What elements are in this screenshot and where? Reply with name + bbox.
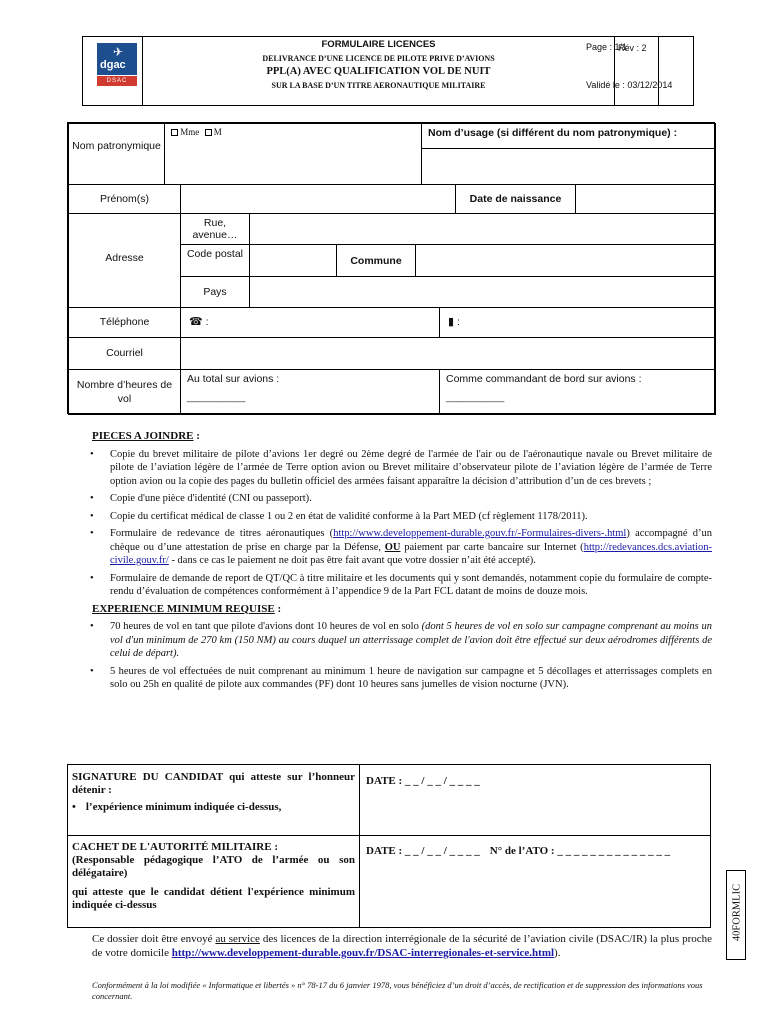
mme-checkbox[interactable] [171, 129, 178, 136]
experience-item-nuit: • 5 heures de vol effectuées de nuit comprenant au minimum 1 heure de navigation sur campagne et 5 décollages et atterrissages complets en solo ou 25h en qualité de pilote aux commandes (PF) dont 10 heures sans jumelles de vision nocturne (JVN). [88, 665, 712, 692]
tel-colon-1: : [205, 316, 209, 328]
candidat-cell [68, 765, 360, 835]
commune-label: Commune [350, 255, 402, 267]
pieces-section [92, 430, 712, 696]
logo-text: dgac [100, 59, 126, 71]
signature-block [67, 764, 711, 928]
bird-icon: ✈ [113, 45, 124, 59]
cachet-atteste: qui atteste que le candidat détient l'expérience minimum indiquée ci-dessus [72, 886, 355, 911]
tel-fixe-field[interactable] [180, 307, 440, 338]
pays-label-cell [180, 276, 250, 308]
cdb-label: Comme commandant de bord sur avions : [446, 373, 642, 385]
piece-item-medical: • Copie du certificat médical de classe 1 ou 2 en état de validité conforme à la Part MED (cf règlement 1178/2011). [88, 510, 712, 524]
redevance-text-b: ) accompagné d’un chèque ou d’une attestation de prise en charge par la Défense, [110, 528, 713, 553]
redevance-text-c: paiement par carte bancaire sur Internet ( [400, 541, 584, 553]
ato-number: N° de l’ATO : _ _ _ _ _ _ _ _ _ _ _ _ _ _ [489, 845, 671, 857]
cp-field[interactable] [249, 244, 337, 277]
redevances-link[interactable]: http://redevances.dcs.aviation-civile.gouv.fr/ [110, 541, 712, 566]
piece-item-identite: • Copie d'une pièce d'identité (CNI ou passeport). [88, 492, 712, 506]
total-label: Au total sur avions : [187, 373, 280, 385]
nom-label-cell [68, 123, 165, 185]
page-number: Page : 1/1 [586, 42, 628, 52]
header-title-4: SUR LA BASE D’UN TITRE AERONAUTIQUE MILITAIRE [271, 81, 486, 90]
pays-label: Pays [203, 286, 227, 298]
pieces-heading: PIECES A JOINDRE [92, 430, 194, 442]
heures-cdb-field[interactable] [439, 369, 716, 415]
mobile-phone-icon: ▮ [448, 316, 455, 328]
candidat-text: SIGNATURE DU CANDIDAT qui atteste sur l’honneur détenir : [72, 771, 355, 796]
cachet-title: CACHET DE L'AUTORITÉ MILITAIRE : [72, 841, 278, 853]
header-title-block [143, 37, 615, 105]
experience-item-70h-italic: (dont 5 heures de vol en solo sur campagne comprenant au moins un vol d'un minimum de 270 km (150 NM) au cours duquel un atterrissage complet de l'avion doit être effectué sur deux aérodromes différents de celui de départ). [110, 621, 712, 659]
courriel-field[interactable] [180, 337, 716, 370]
tel-colon-2: : [456, 316, 460, 328]
heures-label-cell [68, 369, 181, 415]
tel-label-cell [68, 307, 181, 338]
m-label: M [213, 127, 222, 137]
candidat-signature-field[interactable] [360, 765, 710, 835]
usage-label-cell [421, 123, 716, 149]
naissance-label: Date de naissance [469, 193, 562, 205]
dgac-logo [97, 43, 137, 75]
date-candidat: DATE : _ _ / _ _ / _ _ _ _ [366, 775, 480, 787]
prenom-label-cell [68, 184, 181, 214]
naissance-label-cell [455, 184, 576, 214]
total-blank: __________ [187, 391, 246, 403]
rue-label-cell [180, 213, 250, 245]
validated-date: Validé le : 03/12/2014 [586, 80, 673, 90]
adresse-label: Adresse [105, 252, 144, 264]
redevance-ou: OU [384, 541, 401, 553]
envoi-text-b: des licences de la direction interrégionale de la sécurité de l’aviation civile (DSAC/IR) la plus proche de votre domicile [92, 933, 712, 959]
piece-item-brevet: • Copie du brevet militaire de pilote d’avions 1er degré ou 2ème degré de l'armée de l'air ou de l'aéronautique navale ou Brevet militaire de pilote de l’aviation légère de l’armée de Terre option avion ou Brevet militaire d’observateur pilote de l’aviation légère de l’armée de Terre option avion ou la copie des pages du bulletin officiel des armées faisant apparaître la décision d’attribution d’un de ces brevets ; [88, 448, 712, 489]
commune-label-cell [336, 244, 416, 277]
experience-item-70h-text: 70 heures de vol en tant que pilote d'avions dont 10 heures de vol en solo [110, 621, 422, 632]
cp-label-cell [180, 244, 250, 277]
usage-label: Nom d’usage (si différent du nom patronymique) : [428, 127, 678, 139]
applicant-form [67, 122, 715, 414]
side-code-box [726, 870, 746, 960]
experience-item-70h [88, 620, 712, 661]
commune-field[interactable] [415, 244, 716, 277]
candidat-experience-item: • l’expérience minimum indiquée ci-dessus, [72, 801, 282, 813]
courriel-label-cell [68, 337, 181, 370]
date-cachet: DATE : _ _ / _ _ / _ _ _ _ [366, 845, 480, 857]
pieces-heading-colon: : [193, 430, 200, 442]
header-title-3: PPL(A) AVEC QUALIFICATION VOL DE NUIT [266, 66, 491, 77]
experience-heading-colon: : [274, 602, 282, 615]
redevance-text-d: - dans ce cas le paiement ne doit pas être fait avant que votre dossier n’ait été accepté). [168, 555, 536, 566]
header-title-1: FORMULAIRE LICENCES [321, 39, 436, 50]
envoi-underlined: au service [215, 933, 260, 945]
cnil-notice: Conformément à la loi modifiée « Informatique et libertés » n° 78-17 du 6 janvier 1978, vous bénéficiez d’un droit d’accès, de rectification et de suppression des informations vous concernant. [92, 980, 703, 1001]
logo-subtitle: DSAC [97, 76, 137, 86]
header-title-2: DELIVRANCE D’UNE LICENCE DE PILOTE PRIVE D’AVIONS [262, 54, 495, 63]
heures-label: Nombre d’heures de vol [76, 379, 173, 405]
m-checkbox[interactable] [205, 129, 212, 136]
mme-label: Mme [180, 127, 200, 137]
usage-field[interactable] [421, 148, 716, 185]
naissance-field[interactable] [575, 184, 716, 214]
piece-item-redevance [88, 527, 712, 568]
candidat-experience-text: l’expérience minimum indiquée ci-dessus, [85, 801, 282, 813]
rue-label: Rue, avenue… [192, 217, 238, 241]
cachet-cell [68, 835, 360, 927]
experience-heading: EXPERIENCE MINIMUM REQUISE [92, 602, 275, 615]
pays-field[interactable] [249, 276, 716, 308]
nom-field[interactable] [164, 123, 422, 185]
adresse-label-cell [68, 213, 181, 308]
phone-icon: ☎ [189, 316, 203, 328]
heures-total-field[interactable] [180, 369, 440, 415]
formulaires-link[interactable]: http://www.developpement-durable.gouv.fr/-Formulaires-divers-.html [333, 528, 627, 539]
envoi-text-a: Ce dossier doit être envoyé [92, 933, 216, 945]
dsac-link[interactable]: http://www.developpement-durable.gouv.fr/DSAC-interregionales-et-service.html [171, 947, 555, 959]
tel-label: Téléphone [99, 316, 150, 328]
piece-item-report: • Formulaire de demande de report de QT/QC à titre militaire et les documents qui y sont demandés, notamment copie du formulaire de compte-rendu d’évaluation de compétences conformément à l’appendice 9 de la Part FCL datant de moins de douze mois. [88, 572, 712, 599]
revision: Rév : 2 [615, 37, 659, 105]
cdb-blank: __________ [446, 391, 505, 403]
prenom-field[interactable] [180, 184, 456, 214]
redevance-text-a: Formulaire de redevance de titres aéronautiques ( [110, 528, 334, 539]
logo-cell [83, 37, 143, 105]
cachet-signature-field[interactable] [360, 835, 710, 927]
envoi-text-c: ). [554, 947, 561, 959]
side-code: 40FORMLIC [731, 883, 743, 942]
tel-mobile-field[interactable] [439, 307, 716, 338]
prenom-label: Prénom(s) [99, 193, 149, 205]
cp-label: Code postal [186, 248, 244, 260]
nom-label: Nom patronymique [72, 140, 161, 152]
courriel-label: Courriel [106, 347, 143, 359]
rue-field[interactable] [249, 213, 716, 245]
envoi-paragraph [92, 932, 712, 960]
cachet-responsable: (Responsable pédagogique l’ATO de l’armée ou son délégataire) [72, 854, 355, 879]
